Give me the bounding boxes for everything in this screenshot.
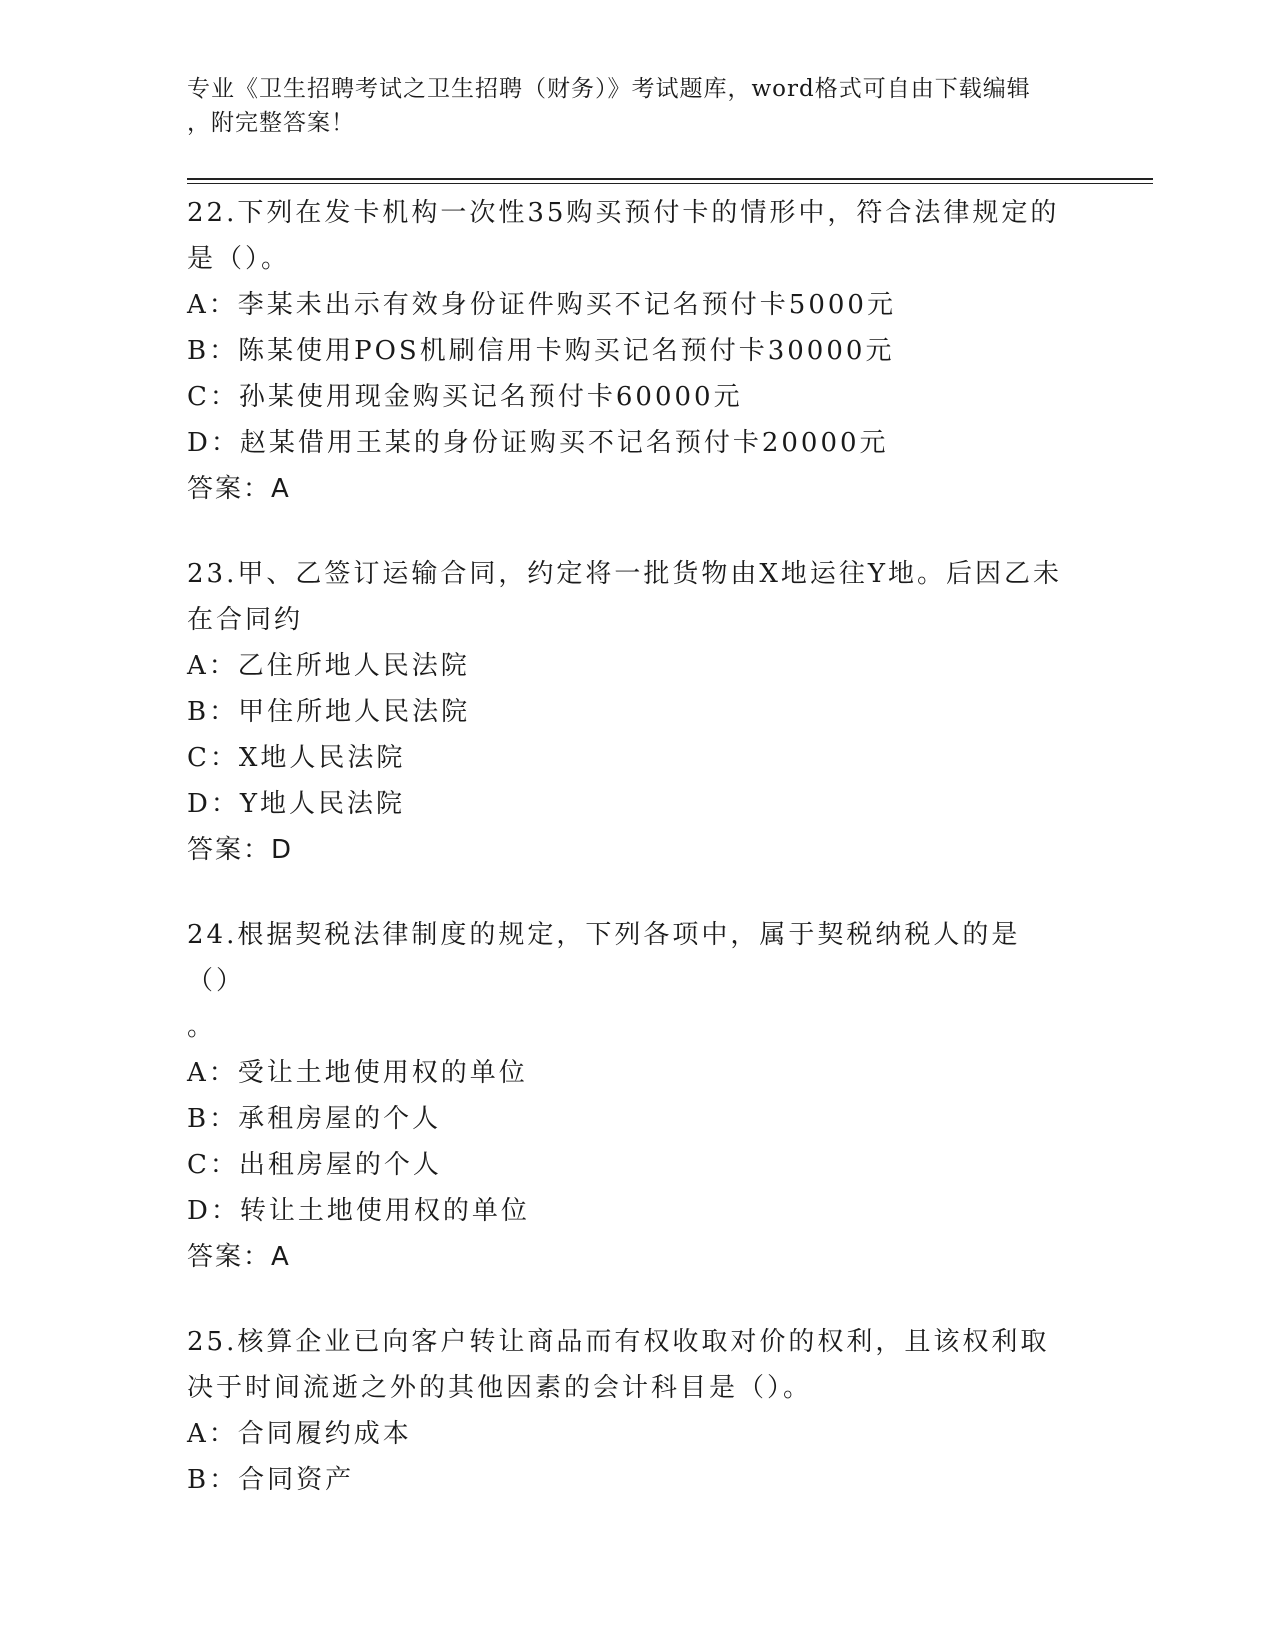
question-22: [187, 190, 1087, 512]
option-d: D：Y地人民法院: [187, 789, 406, 819]
option-b: B：合同资产: [187, 1465, 355, 1495]
header-divider-thick: [187, 178, 1153, 180]
answer: 答案：A: [187, 474, 291, 504]
option-b: B：陈某使用POS机刷信用卡购买记名预付卡30000元: [187, 336, 895, 366]
question-23: [187, 551, 1087, 873]
question-stem: 23.甲、乙签订运输合同，约定将一批货物由X地运往Y地。后因乙未在合同约: [187, 559, 1063, 635]
option-d: D：转让土地使用权的单位: [187, 1196, 530, 1226]
option-a: A：乙住所地人民法院: [187, 651, 470, 681]
answer: 答案：D: [187, 835, 294, 865]
question-24: [187, 912, 1087, 1280]
option-a: A：受让土地使用权的单位: [187, 1058, 528, 1088]
option-b: B：承租房屋的个人: [187, 1104, 442, 1134]
answer: 答案：A: [187, 1242, 291, 1272]
option-c: C：孙某使用现金购买记名预付卡60000元: [187, 382, 743, 412]
question-stem: 22.下列在发卡机构一次性35购买预付卡的情形中，符合法律规定的是（）。: [187, 198, 1060, 274]
question-25: [187, 1319, 1087, 1503]
header-divider-thin: [187, 183, 1153, 184]
question-list: [187, 190, 1087, 1542]
option-b: B：甲住所地人民法院: [187, 697, 471, 727]
option-c: C：出租房屋的个人: [187, 1150, 442, 1180]
question-stem: 25.核算企业已向客户转让商品而有权收取对价的权利，且该权利取决于时间流逝之外的其他因素的会计科目是（）。: [187, 1327, 1050, 1403]
document-header: 专业《卫生招聘考试之卫生招聘（财务）》考试题库，word格式可自由下载编辑 ，附完整答案！: [187, 76, 1031, 136]
option-a: A：李某未出示有效身份证件购买不记名预付卡5000元: [187, 290, 896, 320]
option-a: A：合同履约成本: [187, 1419, 412, 1449]
option-d: D：赵某借用王某的身份证购买不记名预付卡20000元: [187, 428, 889, 458]
option-c: C：X地人民法院: [187, 743, 406, 773]
question-stem: 24.根据契税法律制度的规定，下列各项中，属于契税纳税人的是（） 。: [187, 920, 1021, 1042]
